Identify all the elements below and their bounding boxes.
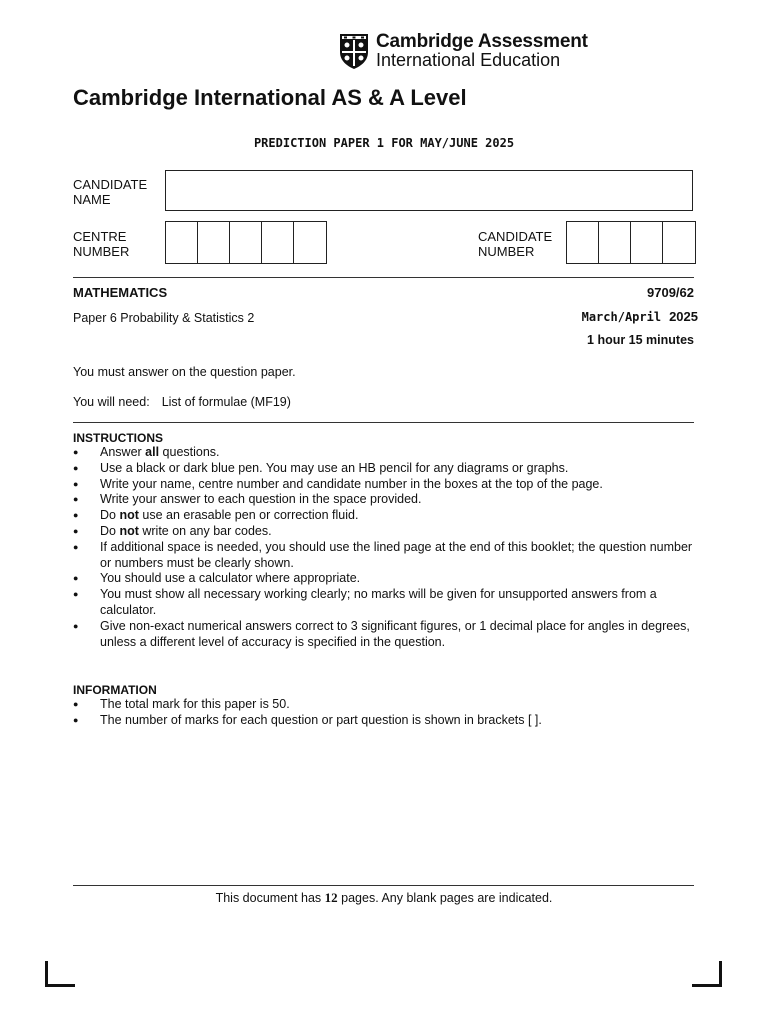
page-count: 12 bbox=[324, 890, 338, 905]
centre-number-boxes bbox=[165, 221, 327, 264]
candidate-digit-box[interactable] bbox=[631, 222, 663, 263]
instructions-item: ● Do not write on any bar codes. bbox=[73, 524, 698, 540]
exam-session bbox=[582, 309, 698, 324]
instructions-item: ● Use a black or dark blue pen. You may use an HB pencil for any diagrams or graphs. bbox=[73, 461, 698, 477]
information-item: ● The number of marks for each question or part question is shown in brackets [ ]. bbox=[73, 713, 698, 729]
crop-mark-right bbox=[692, 961, 722, 987]
candidate-name-box[interactable] bbox=[165, 170, 693, 211]
crop-mark-left bbox=[45, 961, 75, 987]
instructions-item: ● Write your name, centre number and candidate number in the boxes at the top of the page. bbox=[73, 477, 698, 493]
information-list bbox=[73, 697, 698, 729]
centre-digit-box[interactable] bbox=[166, 222, 198, 263]
session-month: March/April bbox=[581, 310, 662, 324]
need-label: You will need: bbox=[73, 395, 150, 409]
subject-title: MATHEMATICS bbox=[73, 285, 168, 300]
candidate-number-label: CANDIDATE NUMBER bbox=[478, 229, 553, 259]
candidate-digit-box[interactable] bbox=[663, 222, 695, 263]
divider-top bbox=[73, 277, 694, 278]
instructions-item: ● Give non-exact numerical answers correct to 3 significant figures, or 1 decimal place for angles in degrees, unless a different level of accuracy is specified in the question. bbox=[73, 619, 698, 651]
instructions-item: ● If additional space is needed, you should use the lined page at the end of this booklet; the question number or numbers must be clearly shown. bbox=[73, 540, 698, 572]
instructions-item: ● Write your answer to each question in the space provided. bbox=[73, 492, 698, 508]
logo-line-2: International Education bbox=[376, 50, 561, 70]
qualification-title: Cambridge International AS & A Level bbox=[73, 85, 467, 110]
answer-note: You must answer on the question paper. bbox=[73, 365, 296, 379]
instructions-item: ● Do not use an erasable pen or correction fluid. bbox=[73, 508, 698, 524]
centre-number-label: CENTRE NUMBER bbox=[73, 229, 130, 259]
instructions-item: ● Answer all questions. bbox=[73, 445, 698, 461]
cambridge-shield-icon bbox=[338, 32, 370, 70]
information-item: ● The total mark for this paper is 50. bbox=[73, 697, 698, 713]
candidate-digit-box[interactable] bbox=[599, 222, 631, 263]
page-count-note: This document has 12 pages. Any blank pages are indicated. bbox=[215, 890, 553, 905]
instructions-heading: INSTRUCTIONS bbox=[73, 431, 163, 445]
cambridge-logo bbox=[338, 31, 588, 70]
candidate-digit-box[interactable] bbox=[567, 222, 599, 263]
centre-digit-box[interactable] bbox=[230, 222, 262, 263]
instructions-list bbox=[73, 445, 698, 650]
divider-middle bbox=[73, 422, 694, 423]
prediction-subtitle: PREDICTION PAPER 1 FOR MAY/JUNE 2025 bbox=[253, 136, 515, 150]
paper-component: Paper 6 Probability & Statistics 2 bbox=[73, 311, 255, 325]
centre-digit-box[interactable] bbox=[198, 222, 230, 263]
centre-digit-box[interactable] bbox=[294, 222, 326, 263]
you-will-need bbox=[73, 395, 291, 409]
footer-divider bbox=[73, 885, 694, 886]
candidate-number-boxes bbox=[566, 221, 696, 264]
logo-line-1: Cambridge Assessment bbox=[376, 31, 588, 52]
exam-duration: 1 hour 15 minutes bbox=[587, 333, 694, 347]
instructions-item: ● You must show all necessary working clearly; no marks will be given for unsupported answers from a calculator. bbox=[73, 587, 698, 619]
instructions-item: ● You should use a calculator where appropriate. bbox=[73, 571, 698, 587]
candidate-name-label: CANDIDATE NAME bbox=[73, 177, 148, 207]
session-year: 2025 bbox=[669, 309, 698, 324]
information-heading: INFORMATION bbox=[73, 683, 157, 697]
centre-digit-box[interactable] bbox=[262, 222, 294, 263]
syllabus-code: 9709/62 bbox=[647, 285, 694, 300]
need-item: List of formulae (MF19) bbox=[161, 395, 291, 409]
